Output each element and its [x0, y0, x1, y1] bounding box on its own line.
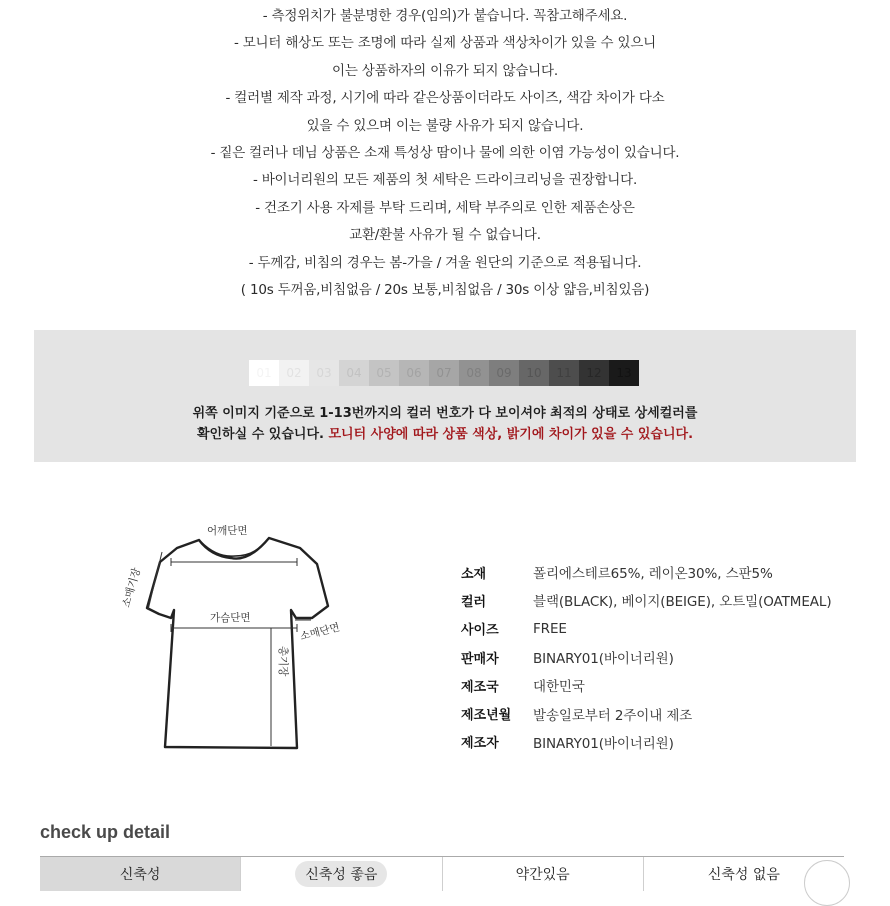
spec-value: 폴리에스테르65%, 레이온30%, 스판5%	[533, 566, 773, 583]
spec-row	[461, 643, 831, 671]
stretch-option-label: 약간있음	[515, 867, 570, 883]
spec-value: BINARY01(바이너리원)	[533, 735, 674, 752]
grayscale-swatch: 13	[609, 360, 639, 386]
stretch-header-label: 신축성	[119, 867, 161, 883]
spec-value: BINARY01(바이너리원)	[533, 651, 674, 668]
spec-value: FREE	[533, 620, 567, 637]
stretch-rating-bar	[40, 856, 844, 891]
grayscale-swatch: 02	[279, 360, 309, 386]
notice-line: - 두께감, 비침의 경우는 봄-가을 / 겨울 원단의 기준으로 적용됩니다.	[248, 254, 642, 271]
spec-label: 사이즈	[461, 623, 499, 639]
color-check-panel	[34, 330, 856, 462]
grayscale-swatch: 12	[579, 360, 609, 386]
notice-line: - 바이너리원의 모든 제품의 첫 세탁은 드라이크리닝을 권장합니다.	[252, 172, 638, 189]
grayscale-swatch: 03	[309, 360, 339, 386]
notice-line: - 모니터 해상도 또는 조명에 따라 실제 상품과 색상차이가 있을 수 있으니	[233, 35, 657, 52]
spec-row	[461, 671, 831, 699]
grayscale-swatch: 06	[399, 360, 429, 386]
color-check-note-red: 모니터 사양에 따라 상품 색상, 밝기에 차이가 있을 수 있습니다.	[328, 427, 694, 442]
grayscale-swatch: 05	[369, 360, 399, 386]
spec-row	[461, 615, 831, 643]
grayscale-swatch: 10	[519, 360, 549, 386]
notice-line: 교환/환불 사유가 될 수 없습니다.	[349, 227, 541, 244]
stretch-header-cell	[40, 857, 241, 891]
stretch-option-good	[241, 857, 442, 891]
notice-text	[0, 3, 890, 304]
label-sleeve-length: 소매기장	[120, 566, 144, 609]
size-diagram	[105, 518, 355, 768]
notice-line: - 건조기 사용 자제를 부탁 드리며, 세탁 부주의로 인한 제품손상은	[255, 199, 635, 216]
grayscale-swatch: 01	[249, 360, 279, 386]
notice-line: 있을 수 있으며 이는 불량 사유가 되지 않습니다.	[306, 117, 584, 134]
stretch-option-label: 신축성 없음	[707, 867, 780, 883]
spec-label: 컬러	[461, 594, 487, 610]
notice-line: - 측정위치가 불분명한 경우(임의)가 붙습니다. 꼭참고해주세요.	[262, 8, 628, 24]
spec-row	[461, 558, 831, 586]
notice-line: ( 10s 두꺼움,비침없음 / 20s 보통,비침없음 / 30s 이상 얇음,비침있음)	[240, 282, 650, 299]
grayscale-strip	[249, 360, 639, 386]
circle-decoration-icon	[804, 860, 850, 906]
notice-line: - 컬러별 제작 과정, 시기에 따라 같은상품이더라도 사이즈, 색감 차이가 다소	[225, 90, 665, 107]
spec-row	[461, 586, 831, 614]
spec-value: 블랙(BLACK), 베이지(BEIGE), 오트밀(OATMEAL)	[533, 594, 832, 611]
spec-value: 대한민국	[533, 679, 585, 696]
stretch-option-some	[443, 857, 644, 891]
color-check-note-line2	[34, 424, 856, 445]
label-chest: 가슴단면	[210, 612, 251, 624]
label-total-length: 총기장	[277, 646, 289, 677]
grayscale-swatch: 07	[429, 360, 459, 386]
grayscale-swatch: 04	[339, 360, 369, 386]
label-sleeve-width: 소매단면	[298, 621, 342, 643]
color-check-note	[34, 403, 856, 445]
notice-line: 이는 상품하자의 이유가 되지 않습니다.	[332, 62, 558, 79]
spec-label: 제조년월	[461, 708, 512, 724]
check-up-title: check up detail	[40, 822, 171, 842]
product-spec-list	[461, 558, 831, 756]
spec-value: 발송일로부터 2주이내 제조	[533, 707, 693, 724]
stretch-option-label: 신축성 좋음	[305, 867, 378, 883]
grayscale-swatch: 08	[459, 360, 489, 386]
color-check-note-line1: 위쪽 이미지 기준으로 1-13번까지의 컬러 번호가 다 보이셔야 최적의 상태로 상세컬러를	[192, 406, 698, 421]
grayscale-swatch: 09	[489, 360, 519, 386]
notice-line: - 짙은 컬러나 데님 상품은 소재 특성상 땀이나 물에 의한 이염 가능성이 있습니다.	[210, 145, 680, 162]
spec-label: 제조자	[461, 736, 499, 752]
label-shoulder: 어깨단면	[207, 525, 248, 537]
spec-label: 소재	[461, 566, 487, 582]
color-check-note-black: 확인하실 수 있습니다.	[196, 427, 329, 442]
spec-label: 판매자	[461, 651, 499, 667]
spec-row	[461, 728, 831, 756]
grayscale-swatch: 11	[549, 360, 579, 386]
spec-label: 제조국	[461, 679, 499, 695]
spec-row	[461, 699, 831, 727]
